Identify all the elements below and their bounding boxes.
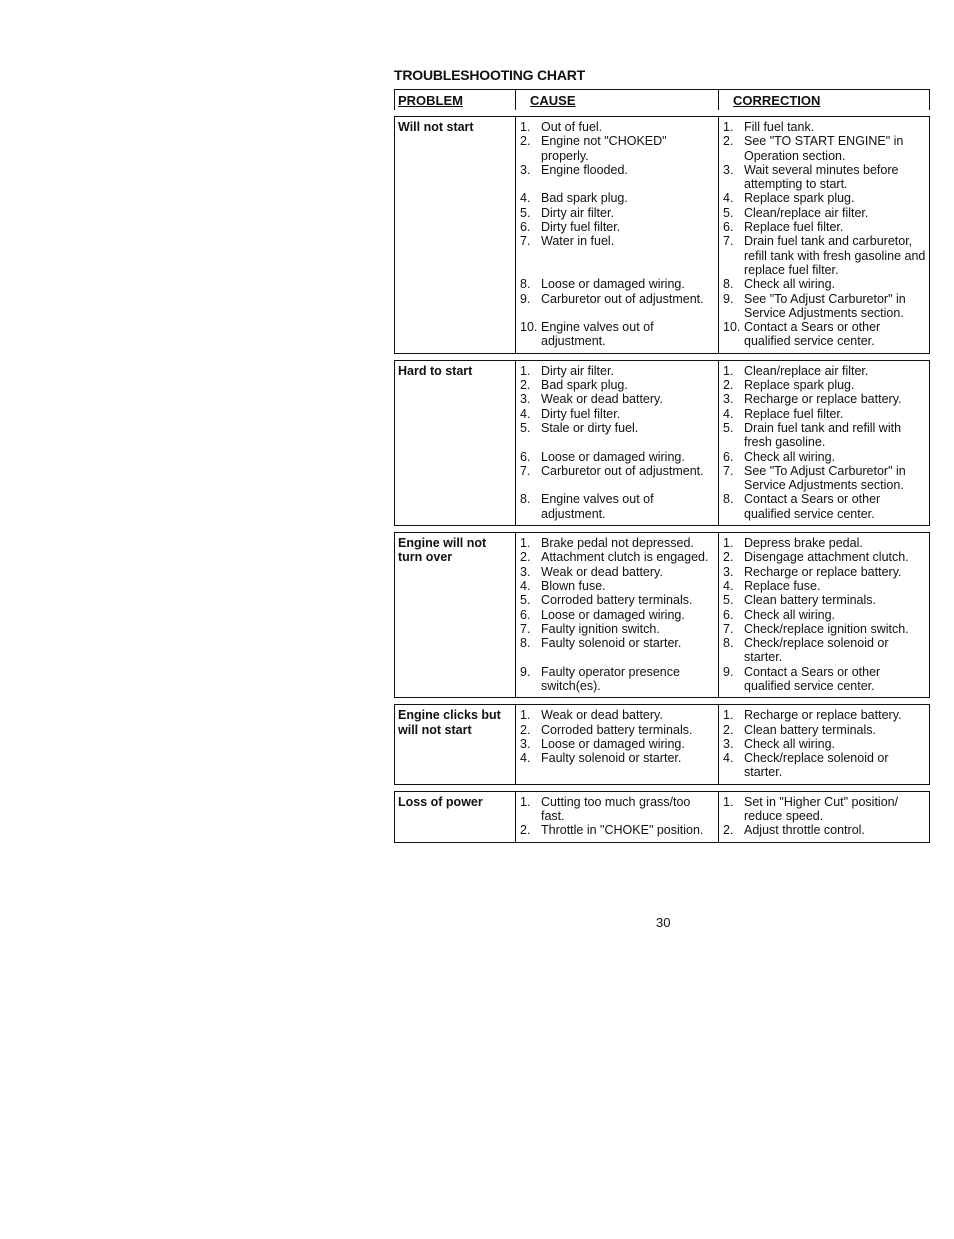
correction-text: Recharge or replace battery. — [744, 564, 902, 579]
cause-text: Weak or dead battery. — [541, 564, 663, 579]
cause-number: 4. — [520, 578, 531, 593]
correction-item — [723, 622, 927, 636]
correction-text: See "TO START ENGINE" in Operation section. — [744, 134, 904, 163]
cause-text: Carburetor out of adjustment. — [541, 463, 704, 478]
problem-cell — [395, 361, 515, 525]
table-body — [394, 116, 930, 843]
correction-item — [723, 795, 927, 824]
cause-number: 2. — [520, 550, 531, 565]
cause-text: Dirty fuel filter. — [541, 406, 621, 421]
cause-item — [520, 795, 716, 824]
cause-item — [520, 421, 716, 450]
correction-text: Recharge or replace battery. — [744, 708, 902, 723]
correction-number: 4. — [723, 751, 734, 766]
cause-text: Faulty solenoid or starter. — [541, 751, 682, 766]
troubleshooting-table — [394, 89, 930, 843]
cause-text: Weak or dead battery. — [541, 708, 663, 723]
cause-item — [520, 464, 716, 493]
cause-item — [520, 608, 716, 622]
cause-number: 3. — [520, 736, 531, 751]
correction-cell — [718, 361, 929, 525]
correction-text: Drain fuel tank and carburetor, refill tank with fresh gasoline and replace fuel filter. — [744, 234, 926, 277]
problem-section — [394, 116, 930, 354]
cause-text: Out of fuel. — [541, 120, 603, 134]
correction-number: 2. — [723, 722, 734, 737]
cause-text: Dirty air filter. — [541, 363, 614, 378]
cause-item — [520, 378, 716, 392]
correction-number: 4. — [723, 578, 734, 593]
correction-number: 9. — [723, 664, 734, 679]
correction-number: 6. — [723, 220, 734, 235]
cause-item — [520, 120, 716, 134]
problem-section — [394, 704, 930, 784]
correction-item — [723, 450, 927, 464]
correction-text: Clean battery terminals. — [744, 722, 877, 737]
cause-item — [520, 536, 716, 550]
cause-text: Throttle in "CHOKE" position. — [541, 823, 704, 838]
correction-text: Wait several minutes before attempting to start. — [744, 162, 899, 192]
correction-item — [723, 608, 927, 622]
problem-label: Loss of power — [398, 794, 483, 809]
cause-number: 5. — [520, 205, 531, 220]
problem-label: Engine clicks but will not start — [398, 708, 501, 737]
cause-item — [520, 737, 716, 751]
cause-cell — [515, 705, 718, 783]
cause-text: Corroded battery terminals. — [541, 593, 693, 608]
correction-text: Replace fuel filter. — [744, 220, 844, 235]
cause-number: 4. — [520, 406, 531, 421]
cause-text: Engine valves out of adjustment. — [541, 492, 654, 521]
cause-text: Weak or dead battery. — [541, 392, 663, 407]
correction-text: Contact a Sears or other qualified service center. — [744, 664, 881, 693]
cause-item — [520, 751, 716, 780]
cause-number: 6. — [520, 607, 531, 622]
document-title: TROUBLESHOOTING CHART — [394, 67, 586, 83]
correction-text: Check all wiring. — [744, 607, 836, 622]
correction-item — [723, 492, 927, 521]
cause-item — [520, 220, 716, 234]
correction-number: 1. — [723, 708, 734, 723]
cause-cell — [515, 117, 718, 353]
cause-number: 9. — [520, 291, 531, 306]
correction-text: Check all wiring. — [744, 277, 836, 292]
correction-cell — [718, 705, 929, 783]
correction-item — [723, 378, 927, 392]
cause-item — [520, 277, 716, 291]
cause-number: 1. — [520, 794, 531, 809]
correction-number: 3. — [723, 564, 734, 579]
correction-item — [723, 191, 927, 205]
correction-cell — [718, 533, 929, 697]
correction-text: See "To Adjust Carburetor" in Service Adjustments section. — [744, 291, 906, 320]
correction-text: Contact a Sears or other qualified service center. — [744, 320, 881, 349]
correction-text: Clean battery terminals. — [744, 593, 877, 608]
correction-item — [723, 320, 927, 349]
cause-number: 4. — [520, 191, 531, 206]
correction-number: 2. — [723, 134, 734, 149]
correction-item — [723, 277, 927, 291]
cause-number: 10. — [520, 320, 538, 335]
cause-text: Loose or damaged wiring. — [541, 277, 685, 292]
correction-text: Set in "Higher Cut" position/ reduce speed. — [744, 794, 899, 824]
correction-number: 9. — [723, 291, 734, 306]
cause-item — [520, 364, 716, 378]
cause-text: Loose or damaged wiring. — [541, 449, 685, 464]
correction-item — [723, 737, 927, 751]
cause-number: 3. — [520, 392, 531, 407]
correction-number: 5. — [723, 420, 734, 435]
cause-item — [520, 234, 716, 277]
cause-cell — [515, 792, 718, 842]
correction-text: Disengage attachment clutch. — [744, 550, 909, 565]
cause-number: 7. — [520, 234, 531, 249]
cause-item — [520, 492, 716, 521]
cause-item — [520, 708, 716, 722]
cause-text: Brake pedal not depressed. — [541, 536, 694, 551]
correction-item — [723, 536, 927, 550]
correction-text: Fill fuel tank. — [744, 120, 815, 134]
correction-header: CORRECTION — [733, 93, 821, 108]
cause-number: 7. — [520, 463, 531, 478]
cause-item — [520, 134, 716, 163]
correction-item — [723, 565, 927, 579]
correction-text: Recharge or replace battery. — [744, 392, 902, 407]
correction-number: 1. — [723, 363, 734, 378]
correction-text: See "To Adjust Carburetor" in Service Adjustments section. — [744, 463, 906, 493]
problem-cell — [395, 533, 515, 697]
correction-text: Clean/replace air filter. — [744, 363, 869, 378]
correction-number: 3. — [723, 392, 734, 407]
cause-text: Bad spark plug. — [541, 378, 628, 393]
correction-text: Contact a Sears or other qualified service center. — [744, 492, 881, 521]
cause-text: Dirty fuel filter. — [541, 220, 621, 235]
correction-text: Check all wiring. — [744, 449, 836, 464]
cause-number: 4. — [520, 751, 531, 766]
cause-text: Stale or dirty fuel. — [541, 420, 639, 435]
correction-item — [723, 421, 927, 450]
correction-number: 10. — [723, 320, 741, 335]
correction-cell — [718, 117, 929, 353]
cause-item — [520, 636, 716, 665]
correction-number: 4. — [723, 191, 734, 206]
correction-text: Clean/replace air filter. — [744, 205, 869, 220]
problem-section — [394, 532, 930, 698]
cause-text: Cutting too much grass/too fast. — [541, 794, 691, 824]
cause-text: Bad spark plug. — [541, 191, 628, 206]
cause-item — [520, 665, 716, 694]
correction-text: Replace fuel filter. — [744, 406, 844, 421]
correction-text: Adjust throttle control. — [744, 823, 865, 838]
correction-item — [723, 723, 927, 737]
correction-item — [723, 464, 927, 493]
cause-number: 1. — [520, 363, 531, 378]
cause-header: CAUSE — [530, 93, 576, 108]
cause-text: Carburetor out of adjustment. — [541, 291, 704, 306]
correction-text: Depress brake pedal. — [744, 536, 863, 551]
cause-number: 5. — [520, 420, 531, 435]
page-number: 30 — [656, 915, 671, 930]
column-divider — [515, 90, 516, 110]
correction-number: 8. — [723, 277, 734, 292]
column-divider — [718, 90, 719, 110]
cause-text: Faulty ignition switch. — [541, 621, 660, 636]
correction-item — [723, 407, 927, 421]
cause-item — [520, 191, 716, 205]
cause-text: Engine not "CHOKED" properly. — [541, 134, 667, 163]
cause-number: 2. — [520, 378, 531, 393]
cause-cell — [515, 361, 718, 525]
correction-item — [723, 134, 927, 163]
cause-item — [520, 579, 716, 593]
correction-number: 6. — [723, 607, 734, 622]
problem-section — [394, 360, 930, 526]
correction-item — [723, 751, 927, 780]
correction-item — [723, 665, 927, 694]
correction-item — [723, 163, 927, 192]
cause-number: 2. — [520, 823, 531, 838]
correction-item — [723, 579, 927, 593]
correction-item — [723, 220, 927, 234]
cause-number: 5. — [520, 593, 531, 608]
cause-item — [520, 320, 716, 349]
correction-item — [723, 206, 927, 220]
correction-number: 8. — [723, 492, 734, 507]
cause-text: Loose or damaged wiring. — [541, 736, 685, 751]
correction-number: 7. — [723, 621, 734, 636]
correction-number: 4. — [723, 406, 734, 421]
cause-number: 8. — [520, 636, 531, 651]
cause-cell — [515, 533, 718, 697]
cause-number: 1. — [520, 536, 531, 551]
correction-item — [723, 392, 927, 406]
correction-item — [723, 708, 927, 722]
cause-text: Engine valves out of adjustment. — [541, 320, 654, 349]
cause-text: Corroded battery terminals. — [541, 722, 693, 737]
cause-text: Attachment clutch is engaged. — [541, 550, 709, 565]
cause-item — [520, 163, 716, 192]
problem-section — [394, 791, 930, 843]
cause-number: 8. — [520, 492, 531, 507]
cause-number: 3. — [520, 162, 531, 177]
correction-number: 1. — [723, 794, 734, 809]
cause-item — [520, 823, 716, 837]
problem-label: Engine will not turn over — [398, 536, 487, 565]
problem-label: Hard to start — [398, 363, 473, 378]
correction-number: 6. — [723, 449, 734, 464]
correction-number: 5. — [723, 205, 734, 220]
correction-item — [723, 292, 927, 321]
cause-item — [520, 292, 716, 321]
correction-number: 1. — [723, 120, 734, 134]
correction-number: 3. — [723, 736, 734, 751]
cause-number: 6. — [520, 449, 531, 464]
cause-number: 3. — [520, 564, 531, 579]
cause-number: 9. — [520, 664, 531, 679]
correction-text: Check/replace ignition switch. — [744, 621, 909, 636]
correction-number: 2. — [723, 823, 734, 838]
cause-item — [520, 723, 716, 737]
correction-number: 5. — [723, 593, 734, 608]
correction-number: 1. — [723, 536, 734, 551]
correction-item — [723, 234, 927, 277]
cause-item — [520, 550, 716, 564]
cause-text: Blown fuse. — [541, 578, 606, 593]
correction-item — [723, 120, 927, 134]
cause-item — [520, 407, 716, 421]
correction-text: Check all wiring. — [744, 736, 836, 751]
correction-text: Drain fuel tank and refill with fresh gasoline. — [744, 420, 902, 450]
correction-item — [723, 550, 927, 564]
correction-number: 3. — [723, 162, 734, 177]
correction-item — [723, 364, 927, 378]
cause-item — [520, 392, 716, 406]
correction-number: 8. — [723, 636, 734, 651]
cause-number: 6. — [520, 220, 531, 235]
correction-item — [723, 636, 927, 665]
cause-number: 8. — [520, 277, 531, 292]
correction-cell — [718, 792, 929, 842]
problem-cell — [395, 705, 515, 783]
cause-item — [520, 450, 716, 464]
cause-text: Faulty operator presence switch(es). — [541, 664, 680, 693]
problem-cell — [395, 792, 515, 842]
correction-number: 7. — [723, 463, 734, 478]
correction-text: Replace spark plug. — [744, 378, 855, 393]
cause-number: 7. — [520, 621, 531, 636]
correction-item — [723, 823, 927, 837]
cause-item — [520, 206, 716, 220]
correction-number: 7. — [723, 234, 734, 249]
cause-number: 1. — [520, 708, 531, 723]
correction-text: Check/replace solenoid or starter. — [744, 636, 889, 665]
problem-header: PROBLEM — [398, 93, 463, 108]
correction-text: Check/replace solenoid or starter. — [744, 751, 889, 780]
cause-text: Loose or damaged wiring. — [541, 607, 685, 622]
correction-text: Replace fuse. — [744, 578, 821, 593]
cause-item — [520, 622, 716, 636]
cause-text: Water in fuel. — [541, 234, 615, 249]
correction-item — [723, 593, 927, 607]
table-header-row — [394, 89, 930, 110]
problem-label: Will not start — [398, 120, 474, 134]
cause-text: Engine flooded. — [541, 162, 628, 177]
cause-number: 1. — [520, 120, 531, 134]
problem-cell — [395, 117, 515, 353]
correction-text: Replace spark plug. — [744, 191, 855, 206]
correction-number: 2. — [723, 378, 734, 393]
cause-number: 2. — [520, 722, 531, 737]
correction-number: 2. — [723, 550, 734, 565]
cause-item — [520, 565, 716, 579]
cause-item — [520, 593, 716, 607]
cause-number: 2. — [520, 134, 531, 149]
cause-text: Dirty air filter. — [541, 205, 614, 220]
cause-text: Faulty solenoid or starter. — [541, 636, 682, 651]
